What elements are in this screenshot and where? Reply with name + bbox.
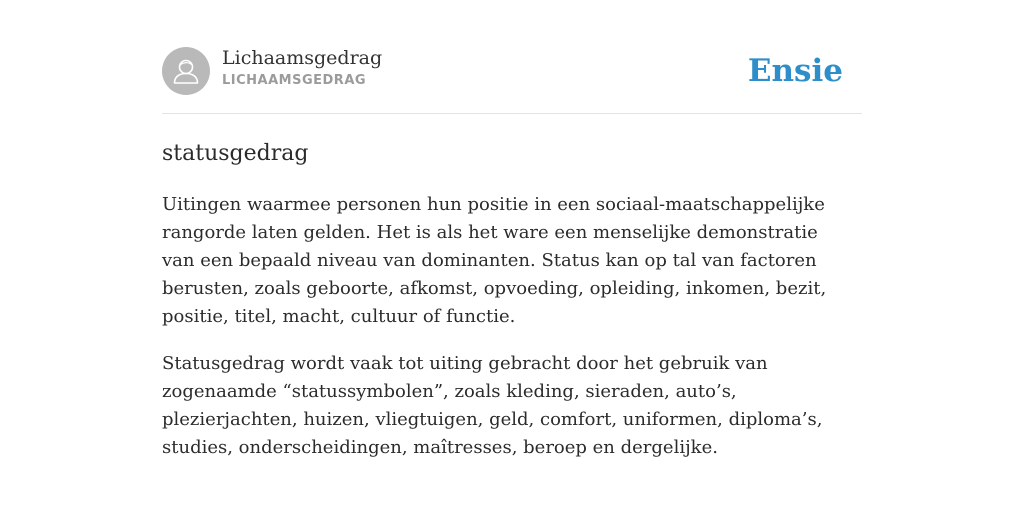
article-header (162, 46, 862, 114)
user-placeholder-icon (162, 47, 210, 95)
author-name[interactable]: Lichaamsgedrag (222, 47, 383, 69)
article-page (162, 0, 862, 462)
entry-title: statusgedrag (162, 141, 309, 166)
entry-body (162, 191, 862, 462)
author-block (222, 46, 382, 90)
entry-paragraph: Uitingen waarmee personen hun positie in een sociaal-maatschappelijke rangorde laten gelden. Het is als het ware een menselijke demonstratie van een bepaald niveau van dominanten. Status kan op tal van factoren berusten, zoals geboorte, afkomst, opvoeding, opleiding, inkomen, bezit, positie, titel, macht, cultuur of functie. (162, 194, 827, 327)
author-subtitle: LICHAAMSGEDRAG (222, 73, 367, 88)
ensie-logo[interactable]: Ensie (747, 53, 843, 89)
author-avatar[interactable] (162, 47, 210, 95)
entry-paragraph: Statusgedrag wordt vaak tot uiting gebracht door het gebruik van zogenaamde “statussymbolen”, zoals kleding, sieraden, auto’s, plezierjachten, huizen, vliegtuigen, geld, comfort, uniformen, diploma’s, studies, onderscheidingen, maîtresses, beroep en dergelijke. (162, 353, 823, 458)
